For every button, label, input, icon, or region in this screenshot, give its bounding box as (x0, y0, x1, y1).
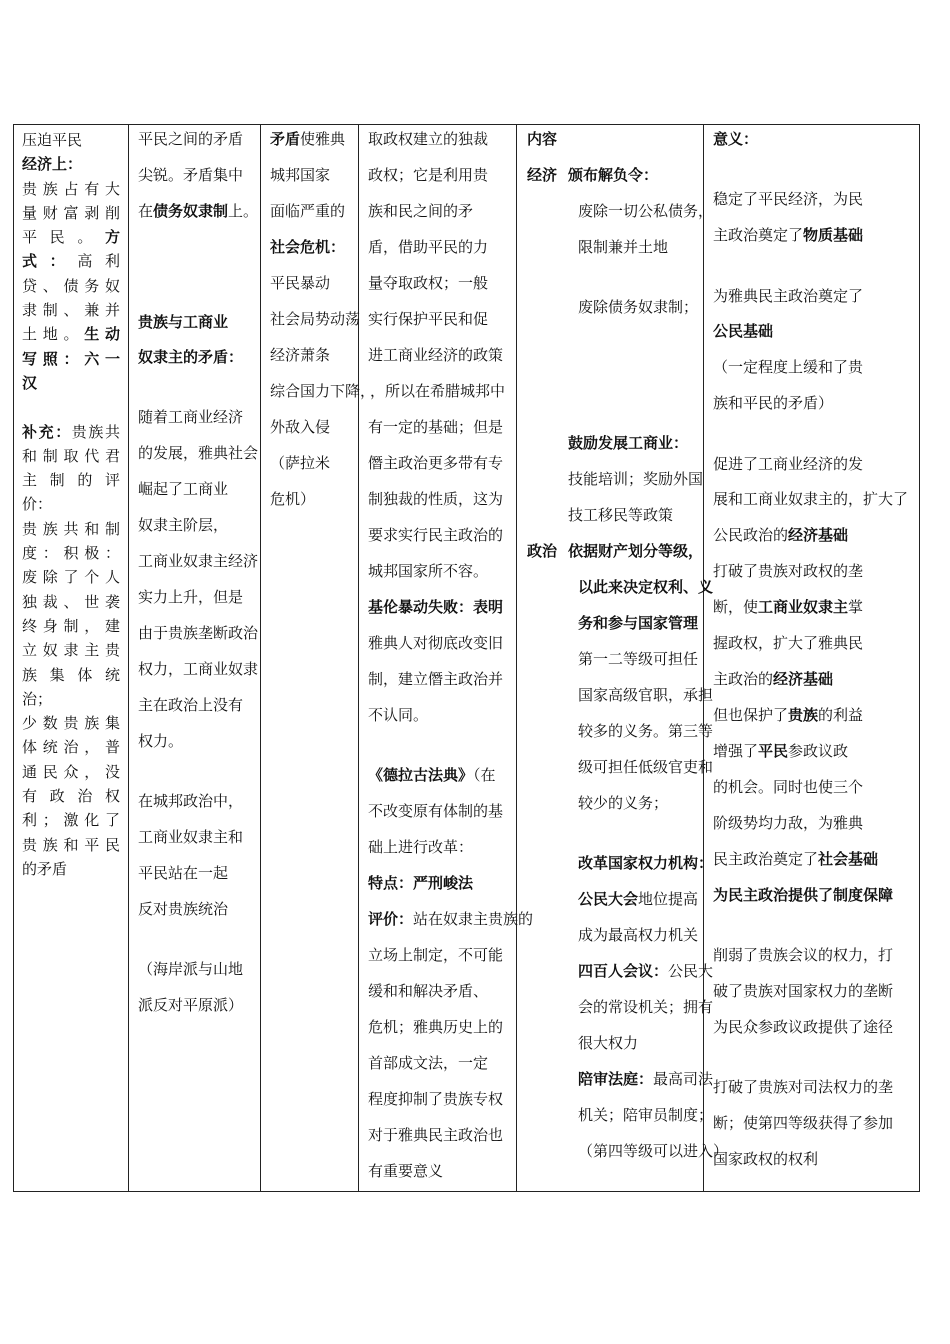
bold-term: 社会基础 (818, 850, 879, 868)
text-line (713, 128, 758, 149)
text-segment: 削弱了贵族会议的权力，打 (713, 946, 894, 964)
text-line: 的矛盾 (22, 859, 68, 878)
text-segment: 盾，借助平民的力 (368, 238, 489, 256)
text-segment: 政治 (527, 542, 558, 560)
bold-term: 债务奴隶制 (153, 202, 229, 220)
text-line (368, 236, 488, 257)
text-line (22, 225, 120, 249)
text-line: 体统治，普 (22, 738, 120, 757)
text-line (138, 514, 228, 535)
text-segment: 《德拉古法典》 (368, 766, 474, 784)
text-line (713, 1076, 893, 1097)
text-segment: 面临严重的 (270, 202, 346, 220)
text-segment: 断；使第四等级获得了参加 (713, 1114, 894, 1132)
text-line (368, 344, 503, 365)
text-segment: （海岸派与山地 (138, 960, 244, 978)
text-line (713, 848, 878, 869)
text-segment: 主在政治上没有 (138, 696, 244, 714)
text-line (368, 272, 488, 293)
text-segment: 最高司法 (653, 1070, 714, 1088)
bold-term: 生动 (84, 325, 120, 344)
text-segment: 危机） (270, 490, 316, 508)
text-line (368, 800, 503, 821)
text-segment: 平民之间的矛盾 (138, 130, 244, 148)
bold-term: 方 (104, 228, 120, 247)
text-line (713, 356, 863, 377)
text-segment: 主政治奠定了 (713, 226, 804, 244)
text-segment: 鼓励发展工商业： (568, 434, 689, 452)
text-segment: 城邦国家所不容。 (368, 562, 489, 580)
text-line (270, 308, 360, 329)
bold-term: 公民大会 (578, 890, 639, 908)
text-line (713, 596, 863, 617)
text-line (138, 586, 243, 607)
text-line (138, 862, 228, 883)
text-segment: 技能培训；奖励外国 (568, 470, 704, 488)
text-segment: 雅典人对彻底改变旧 (368, 634, 504, 652)
text-segment: 族和民之间的矛 (368, 202, 474, 220)
column-divider (128, 124, 129, 1192)
text-segment: 的发展，雅典社会 (138, 444, 259, 462)
text-segment: 反对贵族统治 (138, 900, 229, 918)
text-line: 少数贵族集 (22, 714, 120, 733)
text-segment: 工商业奴隶主和 (138, 828, 244, 846)
text-line (578, 200, 713, 221)
text-segment: 奴隶主阶层， (138, 516, 229, 534)
text-segment: 权力。 (138, 732, 184, 750)
text-segment: 为雅典民主政治奠定了 (713, 287, 864, 305)
text-line: 写照：六一 (22, 349, 120, 368)
text-segment: 会的常设机关；拥有 (578, 998, 714, 1016)
text-line (368, 836, 473, 857)
text-line (138, 658, 258, 679)
text-line: 量财富剥削 (22, 203, 120, 222)
text-segment: 使雅典 (300, 130, 346, 148)
text-line: 废除了个人 (22, 568, 120, 587)
text-segment: 僭主政治更多带有专 (368, 454, 504, 472)
text-segment: 制，建立僭主政治并 (368, 670, 504, 688)
text-line (568, 540, 703, 561)
bold-term: 贵族 (788, 706, 819, 724)
text-line: 独裁、世袭 (22, 592, 120, 611)
text-segment: 程度抑制了贵族专权 (368, 1090, 504, 1108)
text-segment: 机关；陪审员制度； (578, 1106, 714, 1124)
text-segment: 公民基础 (713, 322, 774, 340)
text-segment: 有一定的基础；但是 (368, 418, 504, 436)
text-line (578, 1104, 713, 1125)
text-line (370, 380, 505, 401)
text-line (270, 128, 345, 149)
text-line (578, 576, 713, 597)
text-segment: 打破了贵族对政权的垄 (713, 562, 864, 580)
text-segment: 高利 (77, 252, 120, 271)
text-line (713, 488, 908, 509)
text-line: 族集体统 (22, 665, 120, 684)
text-line (527, 540, 557, 561)
text-line: 价： (22, 495, 53, 514)
text-line (527, 164, 557, 185)
text-segment: 取政权建立的独裁 (368, 130, 489, 148)
text-line (568, 432, 688, 453)
text-segment: 国家政权的权利 (713, 1150, 819, 1168)
text-line: 经济上： (22, 155, 83, 174)
text-line (713, 524, 848, 545)
column-divider (358, 124, 359, 1192)
text-segment: （一定程度上缓和了贵 (713, 358, 864, 376)
text-segment: 站在奴隶主贵族的 (413, 910, 534, 928)
text-line (138, 346, 243, 367)
text-segment: 较多的义务。第三等 (578, 722, 714, 740)
text-segment: 要求实行民主政治的 (368, 526, 504, 544)
text-line (270, 452, 330, 473)
text-segment: 第一二等级可担任 (578, 650, 699, 668)
text-line: 终身制，建 (22, 616, 120, 635)
text-segment: 务和参与国家管理 (578, 614, 699, 632)
text-segment: 实行保护平民和促 (368, 310, 489, 328)
text-segment: 进工商业经济的政策 (368, 346, 504, 364)
text-line: 贵族和平民 (22, 835, 120, 854)
text-line: 度：积极： (22, 544, 120, 563)
text-segment: 颁布解负令： (568, 166, 659, 184)
text-segment: 成为最高权力机关 (578, 926, 699, 944)
text-line (578, 684, 713, 705)
text-line (578, 888, 698, 909)
text-segment: （第四等级可以进入） (578, 1142, 729, 1160)
text-segment: 稳定了平民经济，为民 (713, 190, 864, 208)
bold-term: 平民 (758, 742, 789, 760)
text-segment: 为民众参政议政提供了途径 (713, 1018, 894, 1036)
text-line (368, 1160, 443, 1181)
bold-term: 陪审法庭： (578, 1070, 654, 1088)
text-segment: 贵族共 (71, 422, 120, 441)
text-segment: 的机会。同时也使三个 (713, 778, 864, 796)
text-segment: 平民站在一起 (138, 864, 229, 882)
text-line (368, 704, 428, 725)
text-segment: 首部成文法，一定 (368, 1054, 489, 1072)
text-segment: （在 (473, 766, 496, 784)
text-line (138, 550, 258, 571)
text-line (138, 826, 243, 847)
text-line (270, 272, 330, 293)
text-segment: 以此来决定权利、义 (578, 578, 714, 596)
text-line (713, 668, 833, 689)
text-line (568, 164, 658, 185)
text-line (713, 1016, 893, 1037)
text-segment: 量夺取政权；一般 (368, 274, 489, 292)
text-line (22, 322, 120, 346)
text-line (368, 1088, 503, 1109)
text-line (368, 944, 503, 965)
text-line (713, 560, 863, 581)
text-line (270, 200, 345, 221)
text-segment: 不改变原有体制的基 (368, 802, 504, 820)
text-segment: 由于贵族垄断政治 (138, 624, 259, 642)
text-line (713, 776, 863, 797)
text-line: 治； (22, 689, 53, 708)
text-segment: 经济 (527, 166, 558, 184)
text-line (138, 694, 243, 715)
text-segment: 特点：严刑峻法 (368, 874, 474, 892)
column-divider (703, 124, 704, 1192)
text-line (578, 720, 713, 741)
text-line (713, 224, 863, 245)
text-line (368, 308, 488, 329)
text-line (138, 958, 243, 979)
text-line (138, 128, 243, 149)
text-line (578, 792, 668, 813)
text-line: 贵族共和制 (22, 519, 120, 538)
text-line (568, 468, 703, 489)
text-segment: 的利益 (818, 706, 864, 724)
bold-term: 四百人会议： (578, 962, 669, 980)
column-divider (260, 124, 261, 1192)
text-segment: 制独裁的性质，这为 (368, 490, 504, 508)
text-segment: 国家高级官职，承担 (578, 686, 714, 704)
text-line: 压迫平民 (22, 131, 83, 149)
text-line (713, 980, 893, 1001)
text-segment: 在城邦政治中， (138, 792, 244, 810)
bold-term: 式： (22, 252, 78, 271)
text-line (368, 452, 503, 473)
bold-term: 经济基础 (788, 526, 849, 544)
text-line (138, 442, 258, 463)
text-line: 主制的评 (22, 471, 120, 490)
bold-term: 评价： (368, 910, 414, 928)
text-line: 和制取代君 (22, 446, 120, 465)
text-line (578, 648, 698, 669)
column-noble-oppression (22, 128, 120, 881)
text-segment: 政权；它是利用贵 (368, 166, 489, 184)
text-segment: 崛起了工商业 (138, 480, 229, 498)
text-line (713, 392, 833, 413)
text-line (713, 632, 863, 653)
text-line (368, 668, 503, 689)
text-line (578, 1140, 728, 1161)
text-line (368, 908, 533, 929)
text-line (138, 406, 243, 427)
text-line (368, 128, 488, 149)
text-line: 隶制、兼并 (22, 301, 120, 320)
text-line (713, 453, 863, 474)
text-segment: 奴隶主的矛盾： (138, 348, 244, 366)
text-line (713, 1148, 818, 1169)
text-line (713, 1112, 893, 1133)
text-segment: 较少的义务； (578, 794, 669, 812)
text-segment: 缓和和解决矛盾、 (368, 982, 489, 1000)
text-line (368, 872, 473, 893)
text-segment: 废除一切公私债务， (578, 202, 714, 220)
text-segment: 依据财产划分等级， (568, 542, 704, 560)
text-segment: ，所以在希腊城邦中 (370, 382, 506, 400)
text-segment: 破了贵族对国家权力的垄断 (713, 982, 894, 1000)
text-segment: 打破了贵族对司法权力的垄 (713, 1078, 894, 1096)
text-line (368, 488, 503, 509)
bold-term: 补充： (22, 422, 72, 441)
text-segment: 公民大 (668, 962, 714, 980)
text-line (368, 164, 488, 185)
text-line (368, 1052, 488, 1073)
text-segment: 内容 (527, 130, 558, 148)
text-line (368, 200, 473, 221)
text-line (138, 478, 228, 499)
text-line (578, 924, 698, 945)
text-segment: 族和平民的矛盾） (713, 394, 834, 412)
text-line (270, 164, 330, 185)
text-segment: 掌 (848, 598, 864, 616)
text-segment: 工商业奴隶主经济 (138, 552, 259, 570)
text-segment: 增强了 (713, 742, 759, 760)
text-line (270, 236, 345, 257)
text-line (713, 188, 863, 209)
text-segment: 很大权力 (578, 1034, 639, 1052)
text-line (368, 596, 503, 617)
text-line (138, 622, 258, 643)
text-segment: 不认同。 (368, 706, 429, 724)
text-segment: 平民。 (22, 228, 105, 247)
text-line (270, 488, 315, 509)
text-line: 利；激化了 (22, 811, 120, 830)
text-line (22, 395, 120, 419)
text-line (368, 1124, 503, 1145)
text-line: 汉 (22, 373, 38, 392)
text-segment: 废除债务奴隶制； (578, 298, 699, 316)
text-segment: 对于雅典民主政治也 (368, 1126, 504, 1144)
text-segment: 但也保护了 (713, 706, 789, 724)
text-segment: 土地。 (22, 325, 85, 344)
text-line (368, 632, 503, 653)
text-segment: 技工移民等政策 (568, 506, 674, 524)
text-segment: 城邦国家 (270, 166, 331, 184)
text-segment: 上。 (228, 202, 259, 220)
text-segment: 基伦暴动失败：表明 (368, 598, 504, 616)
text-segment: 在 (138, 202, 154, 220)
bold-term: 矛盾 (270, 130, 301, 148)
text-segment: 展和工商业奴隶主的，扩大了 (713, 490, 909, 508)
text-segment: 权力，工商业奴隶 (138, 660, 259, 678)
text-segment: 危机；雅典历史上的 (368, 1018, 504, 1036)
text-line (578, 612, 698, 633)
text-segment: 础上进行改革： (368, 838, 474, 856)
text-line (368, 764, 496, 785)
text-segment: 断，使 (713, 598, 759, 616)
text-line (22, 420, 120, 444)
text-line (368, 1016, 503, 1037)
text-line (22, 249, 120, 273)
text-line (270, 380, 375, 401)
text-segment: 握政权，扩大了雅典民 (713, 634, 864, 652)
text-line (527, 128, 557, 149)
text-segment: 经济萧条 (270, 346, 331, 364)
text-line (578, 996, 713, 1017)
text-line (270, 416, 330, 437)
text-line (368, 560, 488, 581)
text-line: 贷、债务奴 (22, 276, 120, 295)
text-segment: 主政治的 (713, 670, 774, 688)
text-line (270, 344, 330, 365)
text-line (713, 944, 893, 965)
text-segment: 公民政治的 (713, 526, 789, 544)
text-line (713, 704, 863, 725)
text-segment: 限制兼并土地 (578, 238, 669, 256)
text-line (578, 756, 713, 777)
text-line (578, 1032, 638, 1053)
text-segment: 社会局势动荡 (270, 310, 361, 328)
text-line (713, 812, 863, 833)
text-line (568, 504, 673, 525)
text-segment: 贵族与工商业 (138, 313, 229, 331)
text-segment: 参政议政 (788, 742, 849, 760)
text-segment: 促进了工商业经济的发 (713, 455, 864, 473)
text-line: 立奴隶主贵 (22, 641, 120, 660)
text-segment: 民主政治奠定了 (713, 850, 819, 868)
text-segment: 平民暴动 (270, 274, 331, 292)
text-segment: 外敌入侵 (270, 418, 331, 436)
text-segment: 改革国家权力机构： (578, 854, 714, 872)
text-segment: 阶级势均力敌，为雅典 (713, 814, 864, 832)
text-segment: 综合国力下降， (270, 382, 376, 400)
text-line (138, 790, 243, 811)
text-line (368, 980, 488, 1001)
text-line (578, 852, 713, 873)
text-line (713, 884, 893, 905)
text-line (713, 320, 773, 341)
text-line: 贵族占有大 (22, 179, 120, 198)
text-line (578, 1068, 713, 1089)
text-line (578, 296, 698, 317)
text-line: 通民众，没 (22, 762, 120, 781)
text-line: 有政治权 (22, 787, 120, 806)
text-segment: 立场上制定，不可能 (368, 946, 504, 964)
text-line (138, 898, 228, 919)
text-segment: 派反对平原派） (138, 996, 244, 1014)
text-line (138, 164, 243, 185)
text-segment: 随着工商业经济 (138, 408, 244, 426)
bold-term: 经济基础 (773, 670, 834, 688)
text-segment: 社会危机： (270, 238, 346, 256)
text-segment: 实力上升，但是 (138, 588, 244, 606)
column-divider (516, 124, 517, 1192)
text-segment: 地位提高 (638, 890, 699, 908)
bold-term: 物质基础 (803, 226, 864, 244)
text-segment: 尖锐。矛盾集中 (138, 166, 244, 184)
text-segment: 意义： (713, 130, 759, 148)
text-line (138, 311, 228, 332)
text-segment: 为民主政治提供了制度保障 (713, 886, 894, 904)
text-line (713, 285, 863, 306)
bold-term: 工商业奴隶主 (758, 598, 849, 616)
text-line (138, 200, 258, 221)
text-line (138, 994, 243, 1015)
text-segment: 有重要意义 (368, 1162, 444, 1180)
text-line (138, 730, 183, 751)
text-line (368, 524, 503, 545)
text-line (368, 416, 503, 437)
text-line (578, 960, 713, 981)
text-line (713, 740, 848, 761)
text-segment: （萨拉米 (270, 454, 331, 472)
text-line (578, 236, 668, 257)
text-segment: 级可担任低级官吏和 (578, 758, 714, 776)
